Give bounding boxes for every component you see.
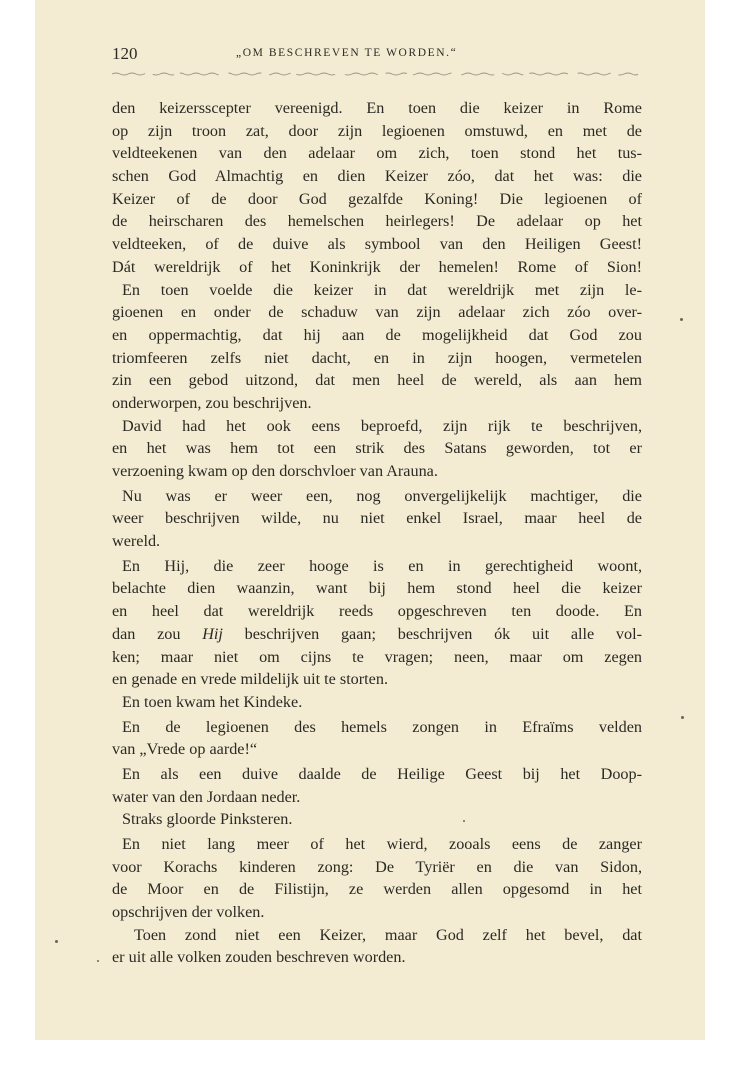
text-line: En toen voelde die keizer in dat wereldrijk met zijn le-: [122, 280, 642, 299]
page-header: [112, 44, 638, 66]
ink-speck: [680, 318, 683, 321]
text-line: gioenen en onder de schaduw van zijn adelaar zich zóo over-: [112, 303, 642, 322]
page-number: 120: [112, 44, 138, 63]
text-line: [112, 623, 642, 646]
text-line: water van den Jordaan neder.: [112, 787, 301, 806]
text-line: veldteeken, of de duive als symbool van den Heiligen Geest!: [112, 235, 642, 254]
text-line: den keizersscepter vereenigd. En toen die keizer in Rome: [112, 99, 642, 117]
text-line: En als een duive daalde de Heilige Geest bij het Doop-: [122, 764, 642, 783]
text-line: opschrijven der volken.: [112, 903, 265, 922]
text-line: en genade en vrede mildelijk uit te storten.: [112, 670, 388, 689]
text-line: op zijn troon zat, door zijn legioenen omstuwd, en met de: [112, 121, 642, 140]
text-line: de heirscharen des hemelschen heirlegers! De adelaar op het: [112, 212, 642, 231]
text-fragment: dan zou: [112, 624, 203, 643]
text-line: en het was hem tot een strik des Satans geworden, tot er: [112, 439, 642, 458]
text-line: Toen zond niet een Keizer, maar God zelf het bevel, dat: [134, 925, 642, 944]
text-line: David had het ook eens beproefd, zijn rijk te beschrijven,: [122, 416, 642, 435]
ink-speck: [681, 716, 684, 719]
text-line: Dát wereldrijk of het Koninkrijk der hemelen! Rome of Sion!: [112, 257, 642, 276]
text-line: de Moor en de Filistijn, ze werden allen opgesomd in het: [112, 880, 642, 899]
text-line: onderworpen, zou beschrijven.: [112, 393, 312, 412]
text-line: zin een gebod uitzond, dat men heel de wereld, als aan hem: [112, 371, 642, 390]
text-line: belachte dien waanzin, want bij hem stond heel die keizer: [112, 579, 642, 598]
text-line: van „Vrede op aarde!“: [112, 740, 258, 759]
body-text: [112, 97, 642, 969]
ink-speck: [97, 960, 99, 962]
text-line: schen God Almachtig en dien Keizer zóo, dat het was: die: [112, 167, 642, 186]
ink-speck: [55, 940, 58, 943]
text-line: wereld.: [112, 532, 161, 551]
text-line: weer beschrijven wilde, nu niet enkel Israel, maar heel de: [112, 509, 642, 528]
text-fragment: beschrijven gaan; beschrijven ók uit alle vol-: [222, 624, 642, 643]
running-title: „OM BESCHREVEN TE WORDEN.“: [236, 47, 458, 59]
text-line: er uit alle volken zouden beschreven worden.: [112, 948, 406, 967]
italic-word: Hij: [202, 624, 223, 643]
text-line: En niet lang meer of het wierd, zooals eens de zanger: [122, 835, 642, 853]
text-line: veldteekenen van den adelaar om zich, toen stond het tus-: [112, 144, 642, 163]
text-line: En Hij, die zeer hooge is en in gerechtigheid woont,: [122, 556, 642, 575]
header-rule: [112, 72, 638, 76]
text-line: Keizer of de door God gezalfde Koning! Die legioenen of: [112, 189, 642, 208]
text-line: triomfeeren zelfs niet dacht, en in zijn hoogen, vermetelen: [112, 348, 642, 367]
text-line: En toen kwam het Kindeke.: [122, 692, 303, 711]
text-line: en heel dat wereldrijk reeds opgeschreven ten doode. En: [112, 602, 642, 621]
text-line: Nu was er weer een, nog onvergelijkelijk machtiger, die: [122, 486, 642, 505]
text-line: voor Korachs kinderen zong: De Tyriër en die van Sidon,: [112, 857, 642, 876]
text-line: en oppermachtig, dat hij aan de mogelijkheid dat God zou: [112, 325, 642, 344]
text-line: Straks gloorde Pinksteren.: [122, 810, 293, 829]
text-line: ken; maar niet om cijns te vragen; neen, maar om zegen: [112, 647, 642, 666]
text-line: En de legioenen des hemels zongen in Efraïms velden: [122, 717, 642, 736]
text-line: verzoening kwam op den dorschvloer van Arauna.: [112, 462, 438, 480]
